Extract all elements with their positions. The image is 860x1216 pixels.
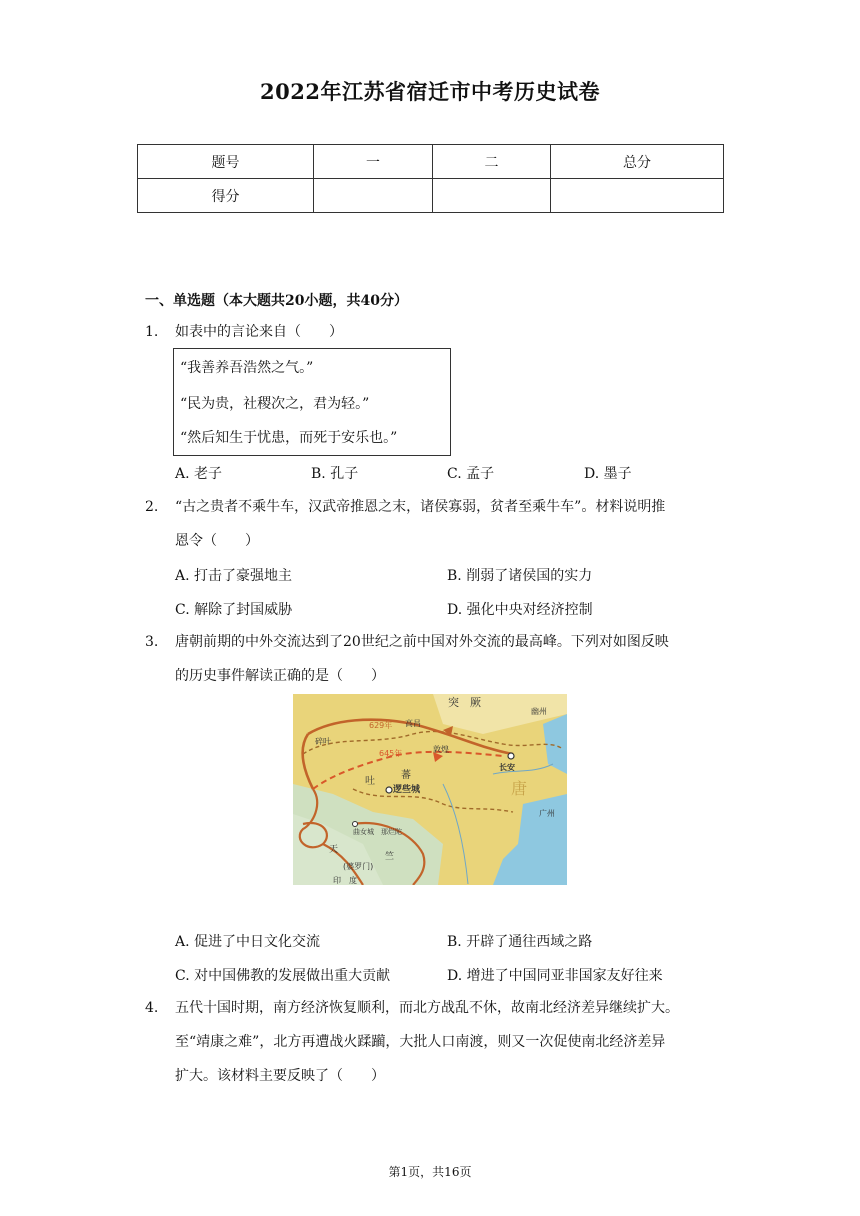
label-qunvcheng: 曲女城 [353,828,374,836]
exam-title: 2022年江苏省宿迁市中考历史试卷 [260,79,600,104]
luoxiecheng-marker [386,787,392,793]
score-table-header-row [138,145,724,179]
changan-marker [508,753,514,759]
question-text-line: 五代十国时期，南方经济恢复顺利，而北方战乱不休，故南北经济差异继续扩大。 [175,1000,679,1016]
question-text-line: 扩大。该材料主要反映了（ ） [175,1068,385,1084]
label-dunhuang: 敦煌 [433,745,449,754]
label-tujue: 突 厥 [448,696,481,709]
score-input-cell[interactable] [314,179,433,213]
label-fan: 蕃 [401,770,411,781]
question-text-line: “古之贵者不乘牛车，汉武帝推恩之末，诸侯寡弱，贫者至乘牛车”。材料说明推 [175,499,666,515]
option-c[interactable]: C. 对中国佛教的发展做出重大贡献 [175,968,391,984]
score-table [137,144,724,213]
tang-foreign-exchange-map [293,694,567,885]
score-table-score-row [138,179,724,213]
label-tang: 唐 [511,779,528,798]
question-text-line: 的历史事件解读正确的是（ ） [175,668,385,684]
score-cell: 得分 [138,179,314,213]
question-text-line: 至“靖康之难”，北方再遭战火蹂躏，大批人口南渡，则又一次促使南北经济差异 [175,1034,666,1050]
label-luoxiecheng: 逻些城 [393,785,421,795]
qunvcheng-marker [353,822,358,827]
label-gaochang: 高昌 [405,719,421,728]
question-number: 3. [145,634,159,650]
option-a[interactable]: A. 老子 [175,466,223,482]
option-d[interactable]: D. 墨子 [584,466,632,482]
label-645: 645年 [379,749,403,758]
option-c[interactable]: C. 孟子 [447,466,495,482]
page-footer: 第1页，共16页 [388,1165,472,1179]
question-text-line: 恩令（ ） [175,533,259,549]
option-d[interactable]: D. 强化中央对经济控制 [447,602,593,618]
option-a[interactable]: A. 打击了豪强地主 [175,568,293,584]
label-tian: 天 [329,845,339,855]
label-yindu: 印 度 [333,876,357,885]
score-input-cell[interactable] [551,179,724,213]
quote-box [173,348,451,456]
label-suiye: 碎叶 [315,737,331,746]
option-b[interactable]: B. 孔子 [311,466,359,482]
label-zhu: 竺 [385,852,395,862]
quote-line: “然后知生于忧患，而死于安乐也。” [180,430,398,446]
score-cell: 题号 [138,145,314,179]
label-guangzhou: 广州 [539,809,555,818]
quote-line: “我善养吾浩然之气。” [180,360,314,376]
section-heading: 一、单选题（本大题共20小题，共40分） [145,293,408,309]
option-b[interactable]: B. 削弱了诸侯国的实力 [447,568,593,584]
option-c[interactable]: C. 解除了封国威胁 [175,602,293,618]
option-d[interactable]: D. 增进了中国同亚非国家友好往来 [447,968,663,984]
question-text: 如表中的言论来自（ ） [175,324,343,340]
quote-line: “民为贵，社稷次之，君为轻。” [180,396,370,412]
question-number: 1. [145,324,159,340]
label-629: 629年 [369,721,393,730]
label-youzhou: 幽州 [531,707,547,716]
question-number: 2. [145,499,159,515]
score-cell: 一 [314,145,433,179]
question-text-line: 唐朝前期的中外交流达到了20世纪之前中国对外交流的最高峰。下列对如图反映 [175,634,669,650]
label-changan: 长安 [499,763,515,772]
option-b[interactable]: B. 开辟了通往西域之路 [447,934,593,950]
label-poluomen: (婆罗门) [343,862,374,871]
score-input-cell[interactable] [433,179,551,213]
score-cell: 二 [433,145,551,179]
question-number: 4. [145,1000,159,1016]
label-nalantuo: 那烂陀 [381,828,402,836]
option-a[interactable]: A. 促进了中日文化交流 [175,934,321,950]
score-cell: 总分 [551,145,724,179]
label-tu: 吐 [365,776,375,787]
